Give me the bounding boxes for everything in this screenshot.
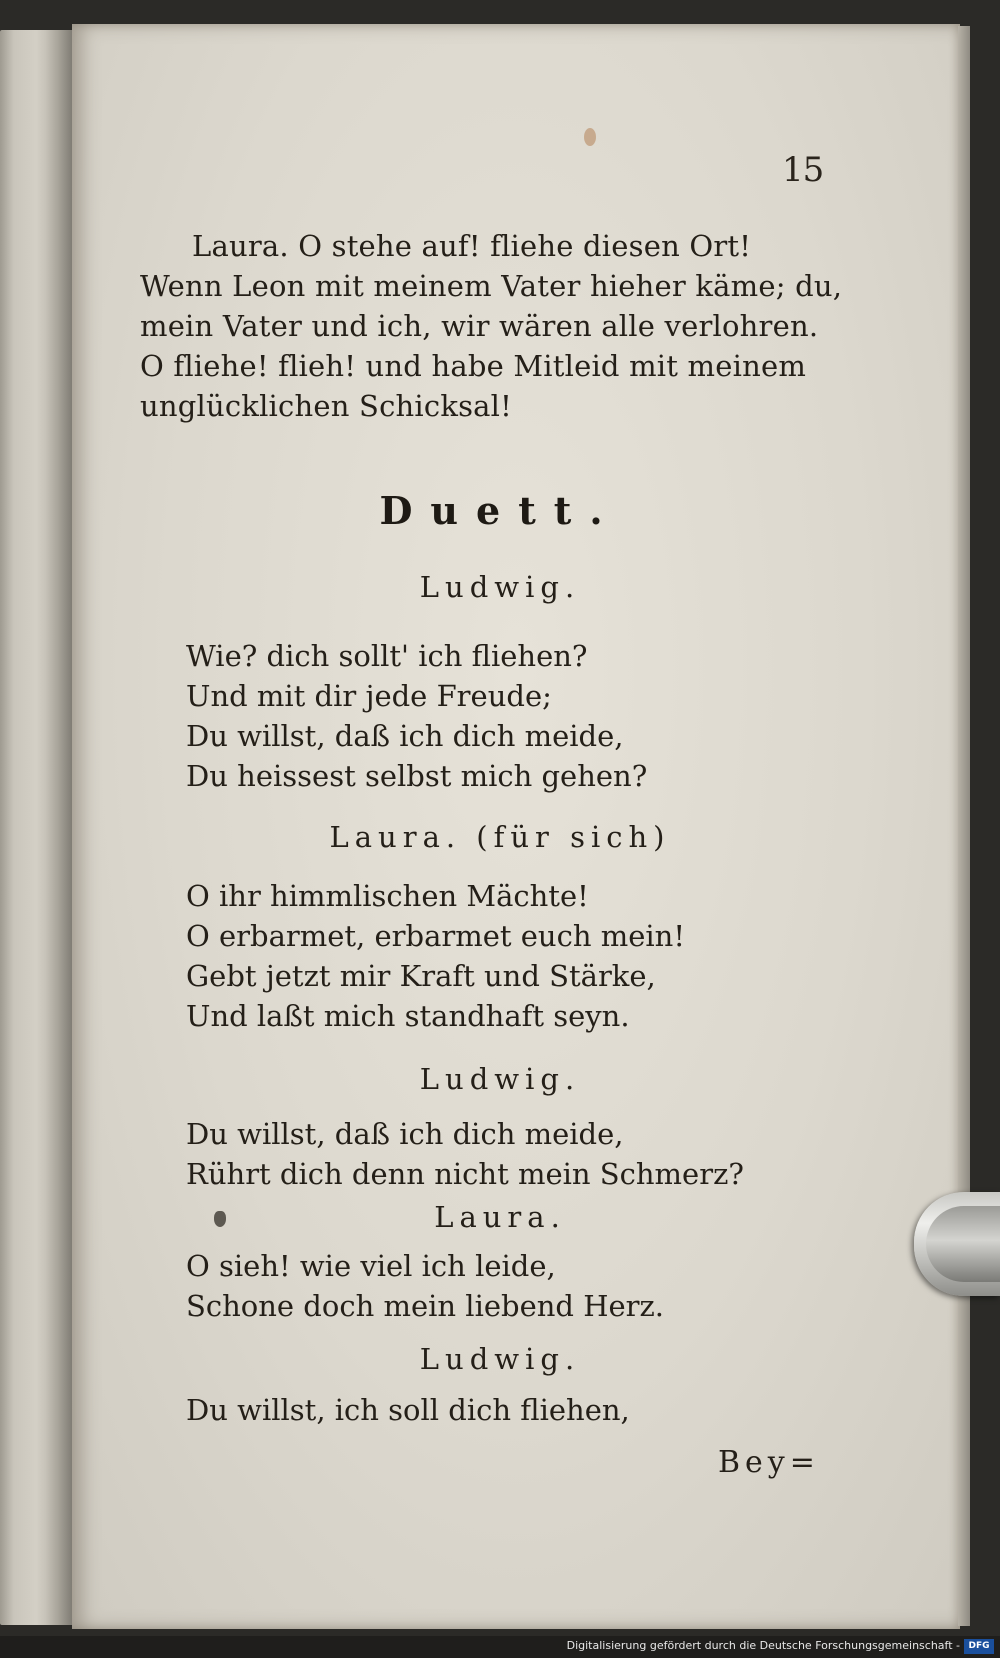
verse-line: O ihr himmlischen Mächte!: [186, 879, 589, 913]
verse-line: Gebt jetzt mir Kraft und Stärke,: [186, 959, 656, 993]
speaker-label: Ludwig.: [419, 1342, 581, 1376]
page-clip-inner: [926, 1206, 1000, 1282]
verse-line: Du willst, daß ich dich meide,: [186, 719, 624, 753]
verse-line: Und laßt mich standhaft seyn.: [186, 999, 630, 1033]
verse-line: O sieh! wie viel ich leide,: [186, 1249, 556, 1283]
section-heading: Duett.: [379, 488, 621, 533]
speaker-label: Ludwig.: [419, 1062, 581, 1096]
prose-line: Wenn Leon mit meinem Vater hieher käme; du,: [140, 269, 843, 303]
verse-line: Rührt dich denn nicht mein Schmerz?: [186, 1157, 744, 1191]
catchword: Bey=: [718, 1445, 820, 1480]
dfg-logo: DFG: [964, 1639, 994, 1654]
prose-line: mein Vater und ich, wir wären alle verlohren.: [140, 309, 819, 343]
paper-stain: [584, 128, 596, 146]
verse-line: Du willst, daß ich dich meide,: [186, 1117, 624, 1151]
footer-credit: Digitalisierung gefördert durch die Deutsche Forschungsgemeinschaft -: [566, 1639, 960, 1652]
speaker-label: Laura. (für sich): [329, 820, 671, 854]
speaker-label: Laura.: [434, 1200, 566, 1234]
prose-line: unglücklichen Schicksal!: [140, 389, 512, 423]
prose-line: Laura. O stehe auf! fliehe diesen Ort!: [192, 229, 752, 263]
verse-line: Du heissest selbst mich gehen?: [186, 759, 648, 793]
verse-line: Schone doch mein liebend Herz.: [186, 1289, 665, 1323]
prose-line: O fliehe! flieh! und habe Mitleid mit meinem: [140, 349, 807, 383]
verse-line: O erbarmet, erbarmet euch mein!: [186, 919, 686, 953]
verse-line: Und mit dir jede Freude;: [186, 679, 552, 713]
verse-line: Du willst, ich soll dich fliehen,: [186, 1393, 630, 1427]
verse-line: Wie? dich sollt' ich fliehen?: [186, 639, 588, 673]
page-number: 15: [782, 150, 824, 190]
speaker-label: Ludwig.: [419, 570, 581, 604]
